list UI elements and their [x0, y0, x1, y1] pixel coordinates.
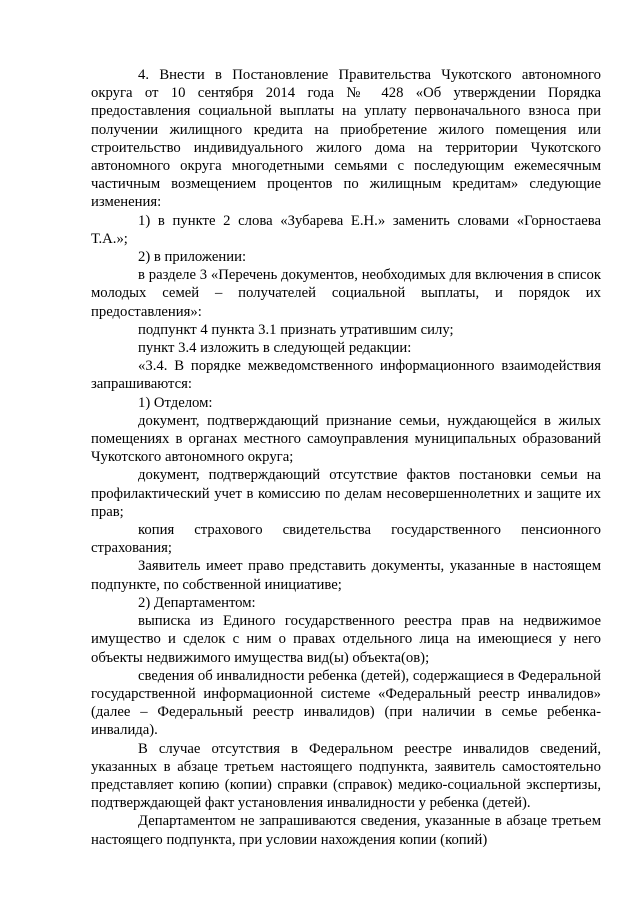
paragraph-applicant-right: Заявитель имеет право представить документы, указанные в настоящем подпункте, по собственной инициативе;: [91, 558, 601, 593]
paragraph-property-registry-extract: выписка из Единого государственного реестра прав на недвижимое имущество и сделок с ним о правах отдельного лица на имеющиеся у него объекты недвижимого имущества вид(ы) объекта(ов);: [91, 613, 601, 666]
paragraph-disability-information: сведения об инвалидности ребенка (детей), содержащиеся в Федеральной государственной информационной системе «Федеральный реестр инвалидов» (далее – Федеральный реестр инвалидов) (при наличии в семье ребенка-инвалида).: [91, 667, 601, 739]
paragraph-juvenile-commission-document: документ, подтверждающий отсутствие фактов постановки семьи на профилактический учет в комиссию по делам несовершеннолетних и защите их прав;: [91, 467, 601, 520]
paragraph-department-not-requesting: Департаментом не запрашиваются сведения, указанные в абзаце третьем настоящего подпункта, при условии нахождения копии (копий): [91, 813, 601, 848]
paragraph-clause-3-4-intro: пункт 3.4 изложить в следующей редакции:: [138, 340, 412, 357]
paragraph-clause-3-4: «3.4. В порядке межведомственного информационного взаимодействия запрашиваются:: [91, 358, 601, 393]
paragraph-pension-insurance-copy: копия страхового свидетельства государственного пенсионного страхования;: [91, 522, 601, 557]
paragraph-item-1: 1) в пункте 2 слова «Зубарева Е.Н.» заменить словами «Горностаева Т.А.»;: [91, 212, 601, 247]
paragraph-section-3: в разделе 3 «Перечень документов, необходимых для включения в список молодых семей – получателей социальной выплаты, и порядок их предоставления»:: [91, 267, 601, 320]
paragraph-missing-registry-info: В случае отсутствия в Федеральном реестре инвалидов сведений, указанных в абзаце третьем настоящего подпункта, заявитель самостоятельно представляет копию (копии) справки (справок) медико-социальной экспертизы, подтверждающей факт установления инвалидности у ребенка (детей).: [91, 740, 601, 812]
paragraph-by-department-1: 1) Отделом:: [138, 394, 213, 411]
paragraph-subitem-4-repeal: подпункт 4 пункта 3.1 признать утратившим силу;: [138, 321, 454, 338]
paragraph-amendment-intro: 4. Внести в Постановление Правительства Чукотского автономного округа от 10 сентября 2014 года № 428 «Об утверждении Порядка предоставления социальной выплаты на уплату первоначального взноса при получении жилищного кредита на приобретение жилого помещения или строительство индивидуального жилого дома на территории Чукотского автономного округа многодетными семьями с последующим ежемесячным частичным возмещением процентов по жилищным кредитам» следующие изменения:: [91, 67, 601, 211]
paragraph-by-department-2: 2) Департаментом:: [138, 594, 256, 611]
document-page: [91, 66, 601, 849]
paragraph-housing-need-document: документ, подтверждающий признание семьи, нуждающейся в жилых помещениях в органах местного самоуправления муниципальных образований Чукотского автономного округа;: [91, 412, 601, 466]
paragraph-item-2: 2) в приложении:: [138, 249, 247, 266]
